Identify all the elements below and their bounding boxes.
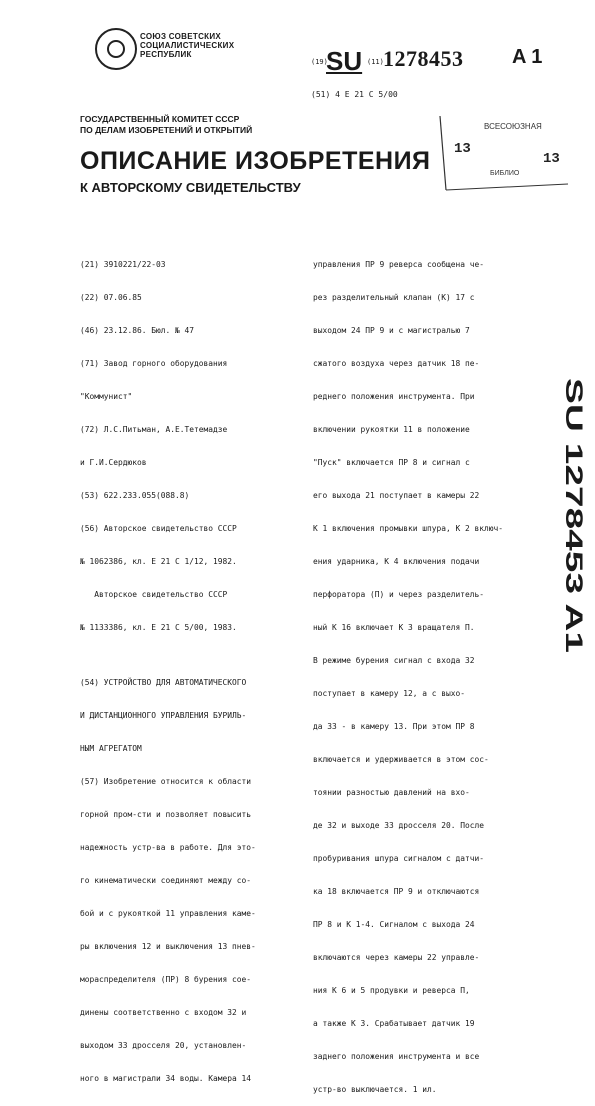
org-name (140, 32, 234, 59)
text-line: да 33 - в камеру 13. При этом ПР 8 (313, 722, 475, 731)
text-line: И ДИСТАНЦИОННОГО УПРАВЛЕНИЯ БУРИЛЬ- (80, 711, 247, 720)
text-line: (53) 622.233.055(088.8) (80, 491, 190, 500)
text-line: (57) Изобретение относится к области (80, 777, 252, 786)
text-line: его выхода 21 поступает в камеры 22 (313, 491, 480, 500)
text-line: де 32 и выходе 33 дросселя 20. После (313, 821, 485, 830)
text-line: К 1 включения промывки шпура, К 2 включ- (313, 524, 504, 533)
org-line-1: СОЮЗ СОВЕТСКИХ (140, 32, 222, 41)
text-line: (21) 3910221/22-03 (80, 260, 166, 269)
text-line: ры включения 12 и выключения 13 пнев- (80, 942, 256, 951)
text-line: ка 18 включается ПР 9 и отключаются (313, 887, 480, 896)
text-line: тоянии разностью давлений на вхо- (313, 788, 470, 797)
text-line: выходом 33 дросселя 20, установлен- (80, 1041, 247, 1050)
text-line: В режиме бурения сигнал с входа 32 (313, 656, 475, 665)
text-line: (71) Завод горного оборудования (80, 359, 228, 368)
text-line: управления ПР 9 реверса сообщена че- (313, 260, 485, 269)
library-stamp (440, 112, 570, 192)
text-line: рез разделительный клапан (К) 17 с (313, 293, 475, 302)
abstract-column (313, 237, 503, 1106)
text-line: (56) Авторское свидетельство СССР (80, 524, 237, 533)
document-subtitle: К АВТОРСКОМУ СВИДЕТЕЛЬСТВУ (80, 180, 301, 195)
text-line: пробуривания шпура сигналом с датчи- (313, 854, 485, 863)
text-line: (22) 07.06.85 (80, 293, 142, 302)
text-line: выходом 24 ПР 9 и с магистралью 7 (313, 326, 470, 335)
bibliographic-column (80, 237, 256, 1095)
text-line: Авторское свидетельство СССР (80, 590, 228, 599)
text-line: включается и удерживается в этом сос- (313, 755, 489, 764)
side-patent-label (542, 378, 587, 658)
text-line: № 1133386, кл. Е 21 С 5/00, 1983. (80, 623, 237, 632)
text-line: надежность устр-ва в работе. Для это- (80, 843, 256, 852)
text-line: ния К 6 и 5 продувки и реверса П, (313, 986, 470, 995)
committee-line-1: ГОСУДАРСТВЕННЫЙ КОМИТЕТ СССР (80, 114, 240, 124)
text-line: включаются через камеры 22 управле- (313, 953, 480, 962)
text-line: и Г.И.Сердюков (80, 458, 147, 467)
text-line: ПР 8 и К 1-4. Сигналом с выхода 24 (313, 920, 475, 929)
text-line: го кинематически соединяют между со- (80, 876, 252, 885)
stamp-mid: БИБЛИО (490, 170, 520, 177)
text-line: реднего положения инструмента. При (313, 392, 475, 401)
text-line: бой и с рукояткой 11 управления каме- (80, 909, 256, 918)
text-line: ный К 16 включает К 3 вращателя П. (313, 623, 475, 632)
org-line-3: РЕСПУБЛИК (140, 50, 192, 59)
text-line: ного в магистрали 34 воды. Камера 14 (80, 1074, 252, 1083)
text-line: (54) УСТРОЙСТВО ДЛЯ АВТОМАТИЧЕСКОГО (80, 678, 247, 687)
text-line: мораспределителя (ПР) 8 бурения сое- (80, 975, 252, 984)
stamp-right-num: 13 (543, 151, 560, 167)
document-kind: A 1 (512, 46, 543, 68)
committee-name (80, 114, 252, 136)
text-line: ения ударника, К 4 включения подачи (313, 557, 480, 566)
ipc-class: (51) 4 E 21 C 5/00 (311, 90, 398, 99)
patent-number: 1278453 (383, 46, 464, 71)
text-line: а также К 3. Срабатывает датчик 19 (313, 1019, 475, 1028)
text-line: (72) Л.С.Питьман, А.Е.Тетемадзе (80, 425, 228, 434)
text-line: НЫМ АГРЕГАТОМ (80, 744, 142, 753)
code-11: (11) (367, 58, 384, 66)
text-line: заднего положения инструмента и все (313, 1052, 480, 1061)
stamp-top: ВСЕСОЮЗНАЯ (484, 122, 542, 131)
text-line: перфоратора (П) и через разделитель- (313, 590, 485, 599)
code-19: (19) (311, 58, 328, 66)
text-line: поступает в камеру 12, а с выхо- (313, 689, 466, 698)
text-line: "Пуск" включается ПР 8 и сигнал с (313, 458, 470, 467)
country-code: SU (326, 46, 363, 76)
document-title: ОПИСАНИЕ ИЗОБРЕТЕНИЯ (80, 147, 431, 175)
stamp-left-num: 13 (454, 141, 471, 157)
text-line: (46) 23.12.86. Бюл. № 47 (80, 326, 195, 335)
text-line: горной пром-сти и позволяет повысить (80, 810, 252, 819)
emblem-icon (95, 28, 137, 70)
side-label-text: SU 1278453 A1 (560, 378, 587, 548)
text-line: динены соответственно с входом 32 и (80, 1008, 247, 1017)
org-line-2: СОЦИАЛИСТИЧЕСКИХ (140, 41, 235, 50)
text-line: устр-во выключается. 1 ил. (313, 1085, 437, 1094)
committee-line-2: ПО ДЕЛАМ ИЗОБРЕТЕНИЙ И ОТКРЫТИЙ (80, 125, 253, 135)
text-line: № 1062386, кл. Е 21 С 1/12, 1982. (80, 557, 237, 566)
text-line: "Коммунист" (80, 392, 133, 401)
text-line: включении рукоятки 11 в положение (313, 425, 470, 434)
text-line: сжатого воздуха через датчик 18 пе- (313, 359, 480, 368)
